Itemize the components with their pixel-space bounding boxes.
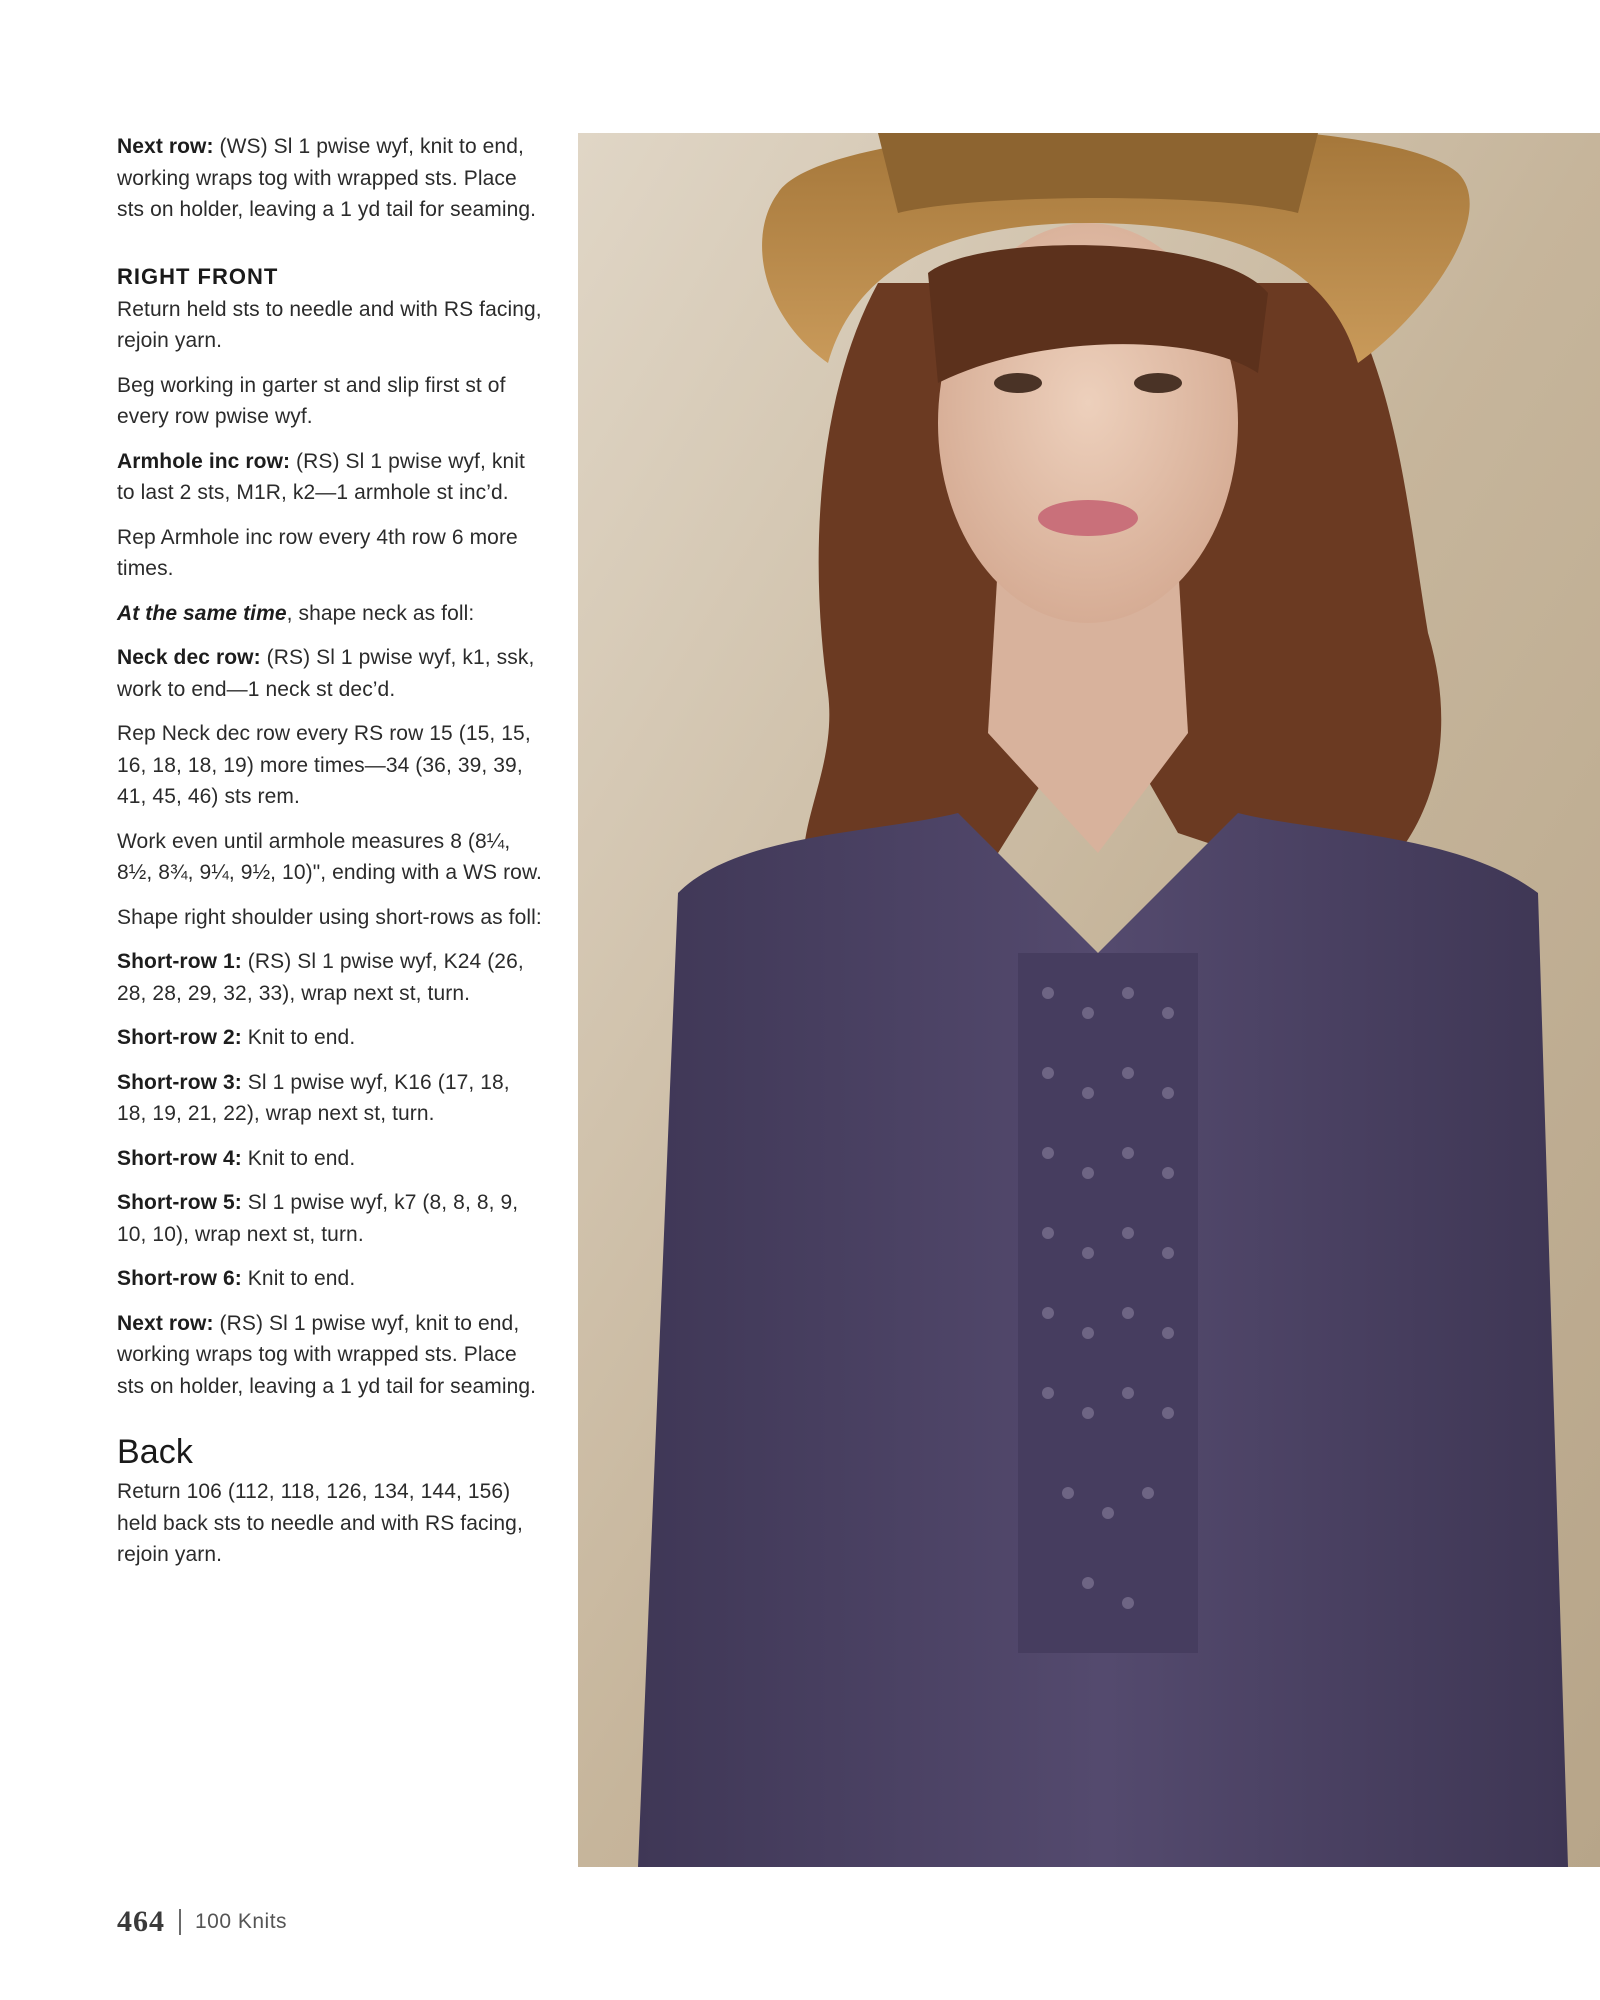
row-text: Knit to end.	[241, 1026, 356, 1049]
page-number: 464	[117, 1905, 165, 1938]
short-row-paragraph	[117, 1022, 542, 1054]
page-footer	[117, 1904, 287, 1940]
row-text: (RS) Sl 1 pwise wyf, knit to end, working wraps tog with wrapped sts. Place sts on holder, leaving a 1 yd tail for seaming.	[117, 1311, 537, 1398]
row-label: Short-row 3:	[117, 1070, 242, 1094]
row-label: Short-row 1:	[117, 950, 242, 973]
paragraph: Work even until armhole measures 8 (8¼, 8½, 8¾, 9¼, 9½, 10)", ending with a WS row.	[117, 829, 542, 884]
armhole-inc-paragraph	[117, 446, 542, 509]
emphasis-label: At the same time	[117, 601, 287, 625]
paragraph: Beg working in garter st and slip first st of every row pwise wyf.	[117, 373, 506, 428]
paragraph: Return held sts to needle and with RS facing, rejoin yarn.	[117, 297, 542, 352]
row-text: , shape neck as foll:	[286, 601, 475, 625]
right-front-heading: RIGHT FRONT	[117, 263, 279, 289]
pattern-instructions	[117, 131, 542, 1584]
row-label: Short-row 6:	[117, 1267, 242, 1290]
next-row-paragraph	[117, 1308, 542, 1403]
row-text: Knit to end.	[241, 1267, 356, 1290]
back-heading: Back	[117, 1433, 193, 1471]
row-text: Sl 1 pwise wyf, k7 (8, 8, 8, 9, 10, 10), wrap next st, turn.	[117, 1191, 519, 1246]
book-title: 100 Knits	[195, 1910, 288, 1933]
short-row-paragraph	[117, 1143, 542, 1175]
footer-divider	[179, 1909, 181, 1935]
row-text: Sl 1 pwise wyf, K16 (17, 18, 18, 19, 21, 22), wrap next st, turn.	[117, 1070, 510, 1125]
neck-dec-paragraph	[117, 642, 542, 705]
paragraph: Rep Armhole inc row every 4th row 6 more times.	[117, 525, 518, 580]
paragraph: Rep Neck dec row every RS row 15 (15, 15, 16, 18, 18, 19) more times—34 (36, 39, 39, 41, 45, 46) sts rem.	[117, 722, 531, 808]
short-row-paragraph	[117, 1187, 542, 1250]
model-photo	[578, 133, 1600, 1867]
row-label: Next row:	[117, 1311, 214, 1335]
row-text: (RS) Sl 1 pwise wyf, k1, ssk, work to end—1 neck st dec’d.	[117, 646, 535, 701]
paragraph: Return 106 (112, 118, 126, 134, 144, 156) held back sts to needle and with RS facing, rejoin yarn.	[117, 1480, 523, 1566]
row-text: Knit to end.	[241, 1146, 356, 1170]
row-label: Next row:	[117, 135, 214, 158]
paragraph: Shape right shoulder using short-rows as foll:	[117, 905, 542, 929]
short-row-paragraph	[117, 1067, 542, 1130]
row-label: Neck dec row:	[117, 646, 261, 669]
same-time-paragraph	[117, 598, 542, 630]
row-label: Short-row 5:	[117, 1191, 242, 1214]
row-text: (RS) Sl 1 pwise wyf, knit to last 2 sts, M1R, k2—1 armhole st inc’d.	[117, 449, 525, 504]
row-label: Short-row 4:	[117, 1146, 242, 1170]
short-row-paragraph	[117, 1263, 542, 1295]
short-row-paragraph	[117, 946, 542, 1009]
row-label: Armhole inc row:	[117, 449, 291, 473]
model-illustration	[578, 133, 1600, 1867]
row-text: (RS) Sl 1 pwise wyf, K24 (26, 28, 28, 29, 32, 33), wrap next st, turn.	[117, 950, 524, 1005]
row-text: (WS) Sl 1 pwise wyf, knit to end, working wraps tog with wrapped sts. Place sts on holder, leaving a 1 yd tail for seaming.	[117, 135, 537, 221]
intro-paragraph	[117, 131, 542, 226]
row-label: Short-row 2:	[117, 1026, 242, 1049]
